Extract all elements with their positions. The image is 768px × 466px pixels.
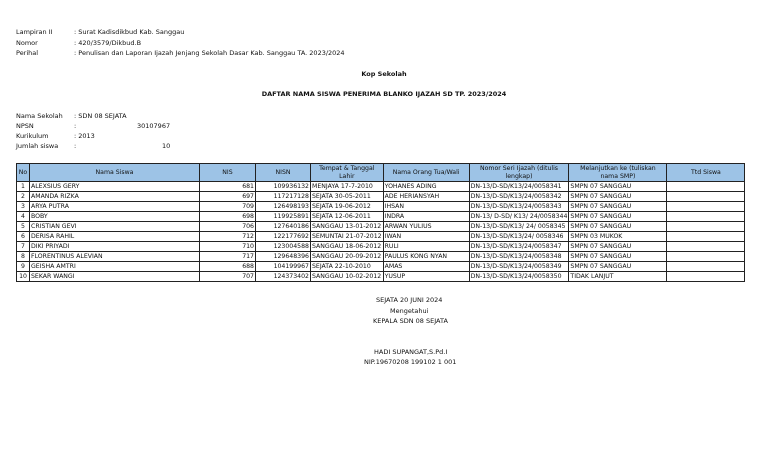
cell-ttd bbox=[667, 272, 745, 282]
cell-ortu: ARWAN YULIUS bbox=[383, 222, 469, 232]
cell-seri: DN-13/D-SD/K13/24/0058343 bbox=[469, 202, 569, 212]
table-row bbox=[17, 252, 745, 262]
cell-ttl: SANGGAU 20-09-2012 bbox=[312, 253, 382, 260]
cell-no: 6 bbox=[17, 232, 30, 242]
student-table bbox=[16, 163, 745, 282]
cell-nisn: 123004588 bbox=[256, 242, 311, 252]
cell-nis: 681 bbox=[200, 182, 256, 192]
cell-seri: DN-13/D-SD/K13/24/0058348 bbox=[469, 252, 569, 262]
cell-ortu: ADE HERIANSYAH bbox=[383, 192, 469, 202]
signature-role: KEPALA SDN 08 SEJATA bbox=[373, 317, 448, 325]
cell-nis: 710 bbox=[200, 242, 256, 252]
table-row bbox=[17, 182, 745, 192]
cell-ttd bbox=[667, 192, 745, 202]
npsn-row bbox=[16, 122, 76, 130]
signature-name: HADI SUPANGAT,S.Pd.I bbox=[374, 348, 448, 356]
table-row bbox=[17, 262, 745, 272]
perihal-row bbox=[16, 49, 345, 57]
cell-ortu: IWAN bbox=[383, 232, 469, 242]
cell-nisn: 126498193 bbox=[256, 202, 311, 212]
cell-ortu: YUSUP bbox=[383, 272, 469, 282]
cell-lanjut: SMPN 07 SANGGAU bbox=[569, 252, 667, 262]
npsn-label: NPSN bbox=[16, 122, 34, 130]
cell-nisn: 124373402 bbox=[256, 272, 311, 282]
cell-ttl: SEJATA 30-05-2011 bbox=[311, 192, 384, 202]
cell-lanjut: SMPN 07 SANGGAU bbox=[569, 262, 667, 272]
cell-ttd bbox=[667, 222, 745, 232]
col-header-seri: Nomor Seri Ijazah (ditulis lengkap) bbox=[469, 164, 569, 182]
col-header-lanjut: Melanjutkan ke (tuliskan nama SMP) bbox=[569, 164, 667, 182]
col-header-ttl: Tempat & Tanggal Lahir bbox=[311, 164, 384, 182]
cell-lanjut: TIDAK LANJUT bbox=[569, 272, 667, 282]
kop-sekolah: Kop Sekolah bbox=[361, 70, 407, 78]
cell-nis: 706 bbox=[200, 222, 256, 232]
npsn-colon: : bbox=[74, 122, 77, 130]
cell-ttl: SANGGAU 10-02-2012 bbox=[312, 273, 382, 280]
jumlah-siswa-label: Jumlah siswa bbox=[16, 142, 59, 150]
col-header-ortu: Nama Orang Tua/Wali bbox=[383, 164, 469, 182]
table-row bbox=[17, 272, 745, 282]
cell-nama: GEISHA AMTRI bbox=[30, 262, 200, 272]
cell-nama: ALEXSIUS GERY bbox=[30, 182, 200, 192]
cell-ttl: MENJAYA 17-7-2010 bbox=[311, 182, 384, 192]
cell-lanjut: SMPN 07 SANGGAU bbox=[569, 202, 667, 212]
cell-nama: ARYA PUTRA bbox=[30, 202, 200, 212]
cell-lanjut: SMPN 07 SANGGAU bbox=[569, 192, 667, 202]
cell-no: 3 bbox=[17, 202, 30, 212]
table-row bbox=[17, 222, 745, 232]
cell-ttd bbox=[667, 202, 745, 212]
cell-no: 5 bbox=[17, 222, 30, 232]
kurikulum-row bbox=[16, 132, 95, 140]
cell-nis: 717 bbox=[200, 252, 256, 262]
table-row bbox=[17, 192, 745, 202]
cell-ortu: INDRA bbox=[383, 212, 469, 222]
cell-seri: DN-13/D-SD/K13/24/0058347 bbox=[469, 242, 569, 252]
cell-ttl: SEJATA 22-10-2010 bbox=[311, 262, 384, 272]
cell-ttd bbox=[667, 212, 745, 222]
col-header-nis: NIS bbox=[200, 164, 256, 182]
cell-seri: DN-13/D-SD/K13/24/ 0058346 bbox=[469, 232, 569, 242]
cell-ttl: SEMUNTAI 21-07-2012 bbox=[312, 233, 382, 240]
cell-nisn: 117217128 bbox=[256, 192, 311, 202]
cell-lanjut: SMPN 07 SANGGAU bbox=[569, 182, 667, 192]
cell-no: 8 bbox=[17, 252, 30, 262]
signature-place-date: SEJATA 20 JUNI 2024 bbox=[376, 296, 443, 304]
cell-ortu: AMAS bbox=[383, 262, 469, 272]
cell-nisn: 119925891 bbox=[256, 212, 311, 222]
cell-nisn: 104199967 bbox=[256, 262, 311, 272]
cell-nis: 712 bbox=[200, 232, 256, 242]
lampiran-value: : Surat Kadisdikbud Kab. Sanggau bbox=[74, 28, 185, 36]
npsn-value: 30107967 bbox=[137, 122, 171, 130]
cell-ttd bbox=[667, 252, 745, 262]
cell-no: 7 bbox=[17, 242, 30, 252]
cell-no: 2 bbox=[17, 192, 30, 202]
cell-ttd bbox=[667, 262, 745, 272]
cell-nis: 709 bbox=[200, 202, 256, 212]
perihal-value: : Penulisan dan Laporan Ijazah Jenjang Sekolah Dasar Kab. Sanggau TA. 2023/2024 bbox=[74, 49, 345, 57]
kurikulum-label: Kurikulum bbox=[16, 132, 49, 140]
col-header-nisn: NISN bbox=[256, 164, 311, 182]
cell-no: 4 bbox=[17, 212, 30, 222]
cell-no: 10 bbox=[17, 272, 30, 282]
document-title: DAFTAR NAMA SISWA PENERIMA BLANKO IJAZAH SD TP. 2023/2024 bbox=[261, 90, 507, 98]
cell-nama: DIKI PRIYADI bbox=[30, 242, 200, 252]
cell-ttl: SANGGAU 18-06-2012 bbox=[312, 243, 382, 250]
jumlah-siswa-row bbox=[16, 142, 76, 150]
cell-nama: SEKAR WANGI bbox=[30, 272, 200, 282]
table-header-row bbox=[17, 164, 745, 182]
cell-lanjut: SMPN 07 SANGGAU bbox=[569, 242, 667, 252]
lampiran-row bbox=[16, 28, 184, 36]
cell-nama: AMANDA RIZKA bbox=[30, 192, 200, 202]
cell-ttd bbox=[667, 182, 745, 192]
col-header-nama: Nama Siswa bbox=[30, 164, 200, 182]
cell-seri: DN-13/D-SD/K13/ 24/ 0058345 bbox=[469, 222, 569, 232]
nomor-label: Nomor bbox=[16, 39, 38, 47]
cell-seri: DN-13/D-SD/K13/24/0058350 bbox=[469, 272, 569, 282]
cell-ortu: RULI bbox=[383, 242, 469, 252]
cell-nama: DERISA RAHIL bbox=[30, 232, 200, 242]
cell-nisn: 122177692 bbox=[256, 232, 311, 242]
jumlah-siswa-colon: : bbox=[74, 142, 77, 150]
cell-ortu: IHSAN bbox=[383, 202, 469, 212]
cell-nis: 707 bbox=[200, 272, 256, 282]
table-row bbox=[17, 232, 745, 242]
cell-ttl: SEJATA 19-06-2012 bbox=[311, 202, 384, 212]
cell-seri: DN-13/D-SD/K13/24/0058341 bbox=[469, 182, 569, 192]
cell-nisn: 109936132 bbox=[256, 182, 311, 192]
cell-ttd bbox=[667, 242, 745, 252]
cell-nama: BOBY bbox=[30, 212, 200, 222]
cell-ttl: SANGGAU 13-01-2012 bbox=[312, 223, 382, 230]
cell-nisn: 129648396 bbox=[256, 252, 311, 262]
nama-sekolah-row bbox=[16, 112, 127, 120]
cell-seri: DN-13/D-SD/K13/24/0058349 bbox=[469, 262, 569, 272]
lampiran-label: Lampiran II bbox=[16, 28, 53, 36]
nama-sekolah-value: : SDN 08 SEJATA bbox=[74, 112, 127, 120]
cell-ttl: SEJATA 12-06-2011 bbox=[311, 212, 384, 222]
cell-ortu: PAULUS KONG NYAN bbox=[383, 252, 469, 262]
cell-no: 1 bbox=[17, 182, 30, 192]
cell-no: 9 bbox=[17, 262, 30, 272]
table-row bbox=[17, 242, 745, 252]
nama-sekolah-label: Nama Sekolah bbox=[16, 112, 63, 120]
cell-nisn: 127640186 bbox=[256, 222, 311, 232]
signature-mengetahui: Mengetahui bbox=[390, 307, 429, 315]
kurikulum-value: : 2013 bbox=[74, 132, 95, 140]
signature-nip: NIP.19670208 199102 1 001 bbox=[364, 358, 457, 366]
table-row bbox=[17, 202, 745, 212]
cell-seri: DN-13/ D-SD/ K13/ 24/0058344 bbox=[470, 213, 568, 220]
cell-nis: 697 bbox=[200, 192, 256, 202]
cell-nama: FLORENTINUS ALEVIAN bbox=[30, 252, 200, 262]
cell-lanjut: SMPN 03 MUKOK bbox=[569, 232, 667, 242]
cell-lanjut: SMPN 07 SANGGAU bbox=[569, 222, 667, 232]
col-header-no: No bbox=[17, 164, 30, 182]
cell-seri: DN-13/D-SD/K13/24/0058342 bbox=[469, 192, 569, 202]
cell-nama: CRISTIAN GEVI bbox=[30, 222, 200, 232]
jumlah-siswa-value: 10 bbox=[162, 142, 171, 150]
perihal-label: Perihal bbox=[16, 49, 39, 57]
table-row bbox=[17, 212, 745, 222]
cell-nis: 688 bbox=[200, 262, 256, 272]
col-header-ttd: Ttd Siswa bbox=[667, 164, 745, 182]
cell-lanjut: SMPN 07 SANGGAU bbox=[569, 212, 667, 222]
nomor-value: : 420/3579/Dikbud.B bbox=[74, 39, 142, 47]
cell-ortu: YOHANES ADING bbox=[383, 182, 469, 192]
cell-ttd bbox=[667, 232, 745, 242]
nomor-row bbox=[16, 39, 141, 47]
cell-nis: 698 bbox=[200, 212, 256, 222]
